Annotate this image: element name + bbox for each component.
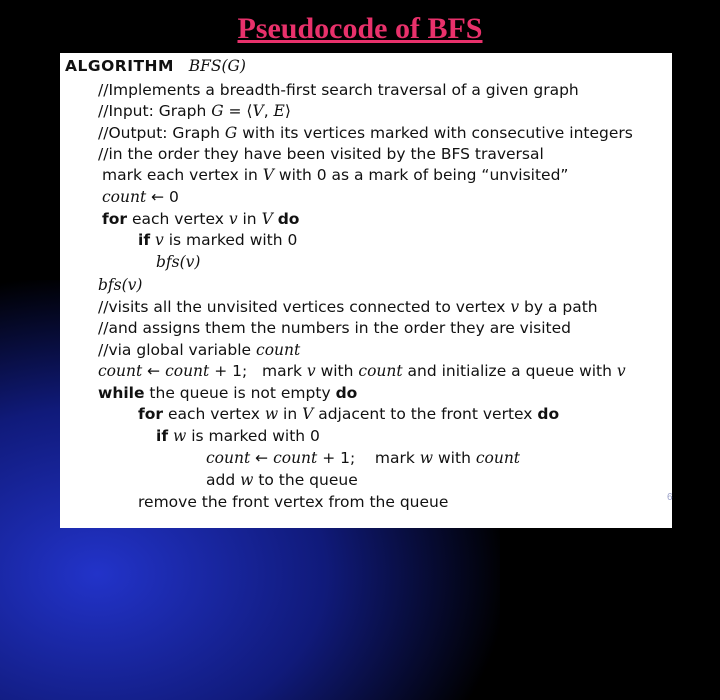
code-text: w — [264, 405, 279, 423]
code-text: BFS(G) — [188, 57, 246, 75]
code-text: //Input: Graph — [98, 102, 212, 120]
code-line — [98, 102, 291, 120]
code-line — [102, 188, 179, 206]
code-text: v — [510, 298, 520, 316]
code-text: count — [273, 449, 318, 467]
code-keyword: for — [138, 405, 164, 423]
code-text: V — [252, 102, 264, 120]
code-text: //via global variable — [98, 341, 257, 359]
code-line — [156, 427, 320, 445]
code-line — [102, 210, 299, 228]
code-line — [98, 298, 598, 316]
code-text: and initialize a queue with — [402, 362, 617, 380]
code-text: remove the front vertex from the queue — [138, 493, 449, 511]
code-text: v — [155, 231, 164, 249]
code-keyword: for — [102, 210, 128, 228]
code-text: v — [616, 362, 626, 380]
code-text: is marked with 0 — [163, 231, 298, 249]
code-keyword: while — [98, 384, 145, 402]
code-text: V — [302, 405, 314, 423]
code-line — [98, 145, 544, 163]
code-text: in — [278, 405, 303, 423]
pseudocode-panel — [60, 53, 672, 528]
code-text: with — [315, 362, 359, 380]
code-text: adjacent to the front vertex — [313, 405, 538, 423]
code-text: add — [206, 471, 241, 489]
code-line — [98, 341, 300, 359]
code-text: //Output: Graph — [98, 124, 225, 142]
code-text: count — [102, 188, 147, 206]
code-text: by a path — [519, 298, 598, 316]
code-keyword: do — [335, 384, 358, 402]
code-line — [98, 124, 633, 142]
code-text: w — [173, 427, 187, 445]
code-text: = ⟨ — [223, 102, 253, 120]
code-line — [98, 276, 142, 294]
code-line — [206, 471, 358, 489]
code-text: //in the order they have been visited by the BFS traversal — [98, 145, 544, 163]
code-text: w — [240, 471, 254, 489]
code-text — [174, 57, 189, 75]
code-line — [98, 319, 571, 337]
code-text: bfs(v) — [156, 253, 201, 271]
code-text: //Implements a breadth-first search traversal of a given graph — [98, 81, 579, 99]
code-text: count — [358, 362, 403, 380]
code-text: ← — [142, 362, 166, 380]
code-text: E — [273, 102, 285, 120]
code-text: w — [419, 449, 434, 467]
algorithm-label: ALGORITHM — [65, 57, 174, 75]
slide-title: Pseudocode of BFS — [237, 12, 483, 45]
code-line — [138, 405, 559, 423]
code-text: //visits all the unvisited vertices connected to vertex — [98, 298, 511, 316]
code-text: each vertex — [163, 405, 265, 423]
code-text: count — [165, 362, 210, 380]
code-line — [98, 384, 357, 402]
code-text: V — [261, 210, 273, 228]
code-line — [138, 231, 297, 249]
code-text: ⟩ — [284, 102, 291, 120]
code-text: is marked with 0 — [186, 427, 320, 445]
code-text: , — [263, 102, 274, 120]
code-text: V — [262, 166, 274, 184]
code-line — [206, 449, 520, 467]
code-text: count — [475, 449, 521, 467]
code-text: the queue is not empty — [144, 384, 336, 402]
code-text: + 1; mark — [209, 362, 307, 380]
code-keyword: do — [277, 210, 300, 228]
code-text: each vertex — [127, 210, 229, 228]
code-text: count — [206, 449, 251, 467]
code-text: ← 0 — [146, 188, 179, 206]
code-text: count — [98, 362, 143, 380]
code-text: G — [224, 124, 238, 142]
code-line — [138, 493, 448, 511]
code-line — [98, 362, 626, 380]
code-text: with its vertices marked with consecutive integers — [237, 124, 633, 142]
code-line — [156, 253, 200, 271]
code-keyword: do — [537, 405, 560, 423]
code-text: with 0 as a mark of being “unvisited” — [273, 166, 569, 184]
page-number: 6 — [667, 492, 673, 503]
code-text: in — [237, 210, 262, 228]
code-text: //and assigns them the numbers in the order they are visited — [98, 319, 571, 337]
code-text: G — [211, 102, 224, 120]
code-line — [65, 57, 246, 75]
code-text: v — [306, 362, 316, 380]
code-text: v — [228, 210, 238, 228]
code-text: mark each vertex in — [102, 166, 263, 184]
code-line — [102, 166, 568, 184]
code-text: + 1; mark — [317, 449, 420, 467]
code-text: with — [433, 449, 476, 467]
code-text: bfs(v) — [98, 276, 143, 294]
code-text: ← — [250, 449, 274, 467]
code-keyword: if — [138, 231, 151, 249]
code-keyword: if — [156, 427, 169, 445]
code-line — [98, 81, 579, 99]
code-text: to the queue — [253, 471, 358, 489]
code-text: count — [256, 341, 301, 359]
